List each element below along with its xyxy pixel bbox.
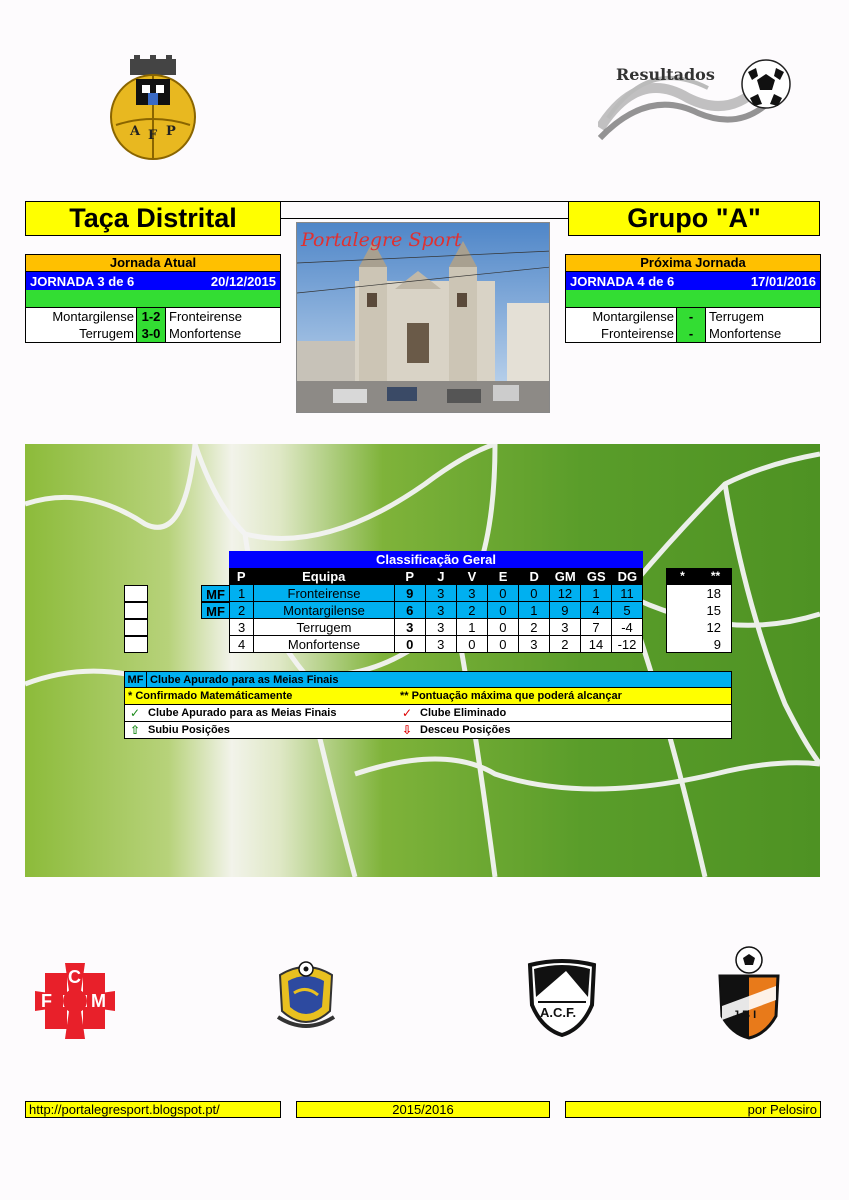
game-home: Montargilense (52, 309, 134, 324)
current-round-games (25, 307, 281, 343)
club-crest-logo (274, 955, 338, 1035)
col-points: P (405, 569, 415, 584)
game-score: - (676, 308, 706, 325)
current-round-bar (25, 272, 281, 290)
game-score: 3-0 (136, 325, 166, 342)
game-row (566, 325, 820, 342)
cell-goals-for: 12 (550, 585, 581, 601)
game-row (26, 308, 280, 325)
next-round-spacer (565, 290, 821, 307)
col-played: J (437, 569, 445, 584)
cell-played: 3 (426, 585, 457, 601)
title-divider-top (281, 201, 568, 202)
cell-goal-diff: 11 (612, 585, 643, 601)
cell-goals-against: 4 (581, 602, 612, 618)
max-points-header (666, 568, 732, 585)
group-title: Grupo "A" (568, 201, 820, 236)
check-green-icon: ✓ (129, 705, 141, 720)
col-wins: V (467, 569, 477, 584)
fcm-letter-f: F (41, 991, 52, 1011)
legend-mf-text: Clube Apurado para as Meias Finais (150, 674, 339, 686)
acf-letters: A.C.F. (540, 1005, 577, 1020)
cell-points: 9 (395, 585, 426, 601)
cell-team: Fronteirense (254, 585, 395, 601)
col-draws: E (498, 569, 508, 584)
game-away: Monfortense (709, 326, 782, 341)
cell-points: 6 (395, 602, 426, 618)
football-net-background (25, 444, 820, 877)
cathedral-photo (296, 222, 550, 413)
afp-letter-f: F (148, 128, 158, 143)
standings-title: Classificação Geral (229, 551, 643, 568)
cell-draws: 0 (488, 585, 519, 601)
game-home: Terrugem (79, 326, 134, 341)
cell-draws: 0 (488, 619, 519, 635)
current-round-label: JORNADA 3 de 6 (30, 273, 135, 289)
next-round-heading: Próxima Jornada (565, 254, 821, 272)
col-position: P (236, 569, 246, 584)
legend-max-points: ** Pontuação máxima que poderá alcançar (400, 689, 622, 702)
legend-eliminated (400, 705, 731, 721)
semifinal-tag: MF (201, 602, 229, 619)
fcm-club-logo (35, 963, 115, 1039)
current-round-spacer (25, 290, 281, 307)
max-points-cell: 15 (666, 602, 732, 619)
cell-wins: 0 (457, 636, 488, 652)
cell-wins: 2 (457, 602, 488, 618)
game-away: Fronteirense (169, 309, 242, 324)
legend-down-text: Desceu Posições (420, 723, 511, 736)
next-round-bar (565, 272, 821, 290)
cell-points: 0 (395, 636, 426, 652)
cell-losses: 1 (519, 602, 550, 618)
status-box (124, 602, 148, 619)
status-box (124, 636, 148, 653)
cell-position: 4 (230, 636, 254, 652)
legend-qualified (125, 705, 400, 721)
next-round-label: JORNADA 4 de 6 (570, 273, 675, 289)
semifinal-tag: MF (201, 585, 229, 602)
col-goals-against: GS (586, 569, 606, 584)
cell-goals-against: 1 (581, 585, 612, 601)
legend-down (400, 722, 731, 738)
legend-eliminated-text: Clube Eliminado (420, 706, 507, 719)
photo-caption: Portalegre Sport (301, 229, 462, 251)
cell-draws: 0 (488, 602, 519, 618)
legend-up (125, 722, 400, 738)
cathedral-illustration (297, 223, 550, 413)
legend-notes (124, 688, 732, 705)
cell-goal-diff: 5 (612, 602, 643, 618)
arrow-up-icon: ⇧ (129, 722, 141, 737)
legend-confirmed: * Confirmado Matemáticamente (128, 689, 293, 702)
cell-played: 3 (426, 636, 457, 652)
resultados-text: Resultados (616, 65, 715, 84)
afp-crest-logo (108, 55, 198, 165)
max-points-cell: 12 (666, 619, 732, 636)
arrow-down-icon: ⇩ (401, 722, 413, 737)
cell-goals-for: 9 (550, 602, 581, 618)
legend-qualified-text: Clube Apurado para as Meias Finais (148, 706, 337, 719)
fcm-letter-m: M (91, 991, 106, 1011)
table-row (229, 585, 643, 602)
standings-header (229, 568, 643, 585)
net-illustration (25, 444, 820, 877)
cell-losses: 0 (519, 585, 550, 601)
table-row (229, 636, 643, 653)
title-divider-bottom (281, 218, 568, 219)
game-away: Monfortense (169, 326, 242, 341)
cell-goals-against: 14 (581, 636, 612, 652)
table-row (229, 602, 643, 619)
col-confirmed: * (680, 569, 685, 583)
cell-position: 3 (230, 619, 254, 635)
cell-goal-diff: -4 (612, 619, 643, 635)
cell-goals-against: 7 (581, 619, 612, 635)
table-row (229, 619, 643, 636)
cell-position: 2 (230, 602, 254, 618)
cell-team: Montargilense (254, 602, 395, 618)
cell-goal-diff: -12 (612, 636, 643, 652)
cell-goals-for: 3 (550, 619, 581, 635)
afp-letter-p: P (166, 124, 176, 139)
legend-up-text: Subiu Posições (148, 723, 230, 736)
cell-points: 3 (395, 619, 426, 635)
game-away: Terrugem (709, 309, 764, 324)
afp-letter-a: A (130, 124, 141, 139)
game-home: Montargilense (592, 309, 674, 324)
next-round-games (565, 307, 821, 343)
legend-movement (124, 722, 732, 739)
status-box (124, 585, 148, 602)
cell-wins: 3 (457, 585, 488, 601)
game-score: - (676, 325, 706, 342)
cell-draws: 0 (488, 636, 519, 652)
cell-wins: 1 (457, 619, 488, 635)
col-goals-for: GM (554, 569, 576, 584)
competition-title: Taça Distrital (25, 201, 281, 236)
jb-club-logo (716, 946, 782, 1044)
col-goal-diff: DG (617, 569, 638, 584)
footer-author: por Pelosiro (565, 1101, 821, 1118)
cell-position: 1 (230, 585, 254, 601)
cell-team: Monfortense (254, 636, 395, 652)
col-losses: D (529, 569, 539, 584)
resultados-logo (598, 58, 798, 142)
status-box (124, 619, 148, 636)
cell-losses: 3 (519, 636, 550, 652)
jb-letters: J B I (733, 1009, 757, 1021)
check-red-icon: ✓ (401, 705, 413, 720)
game-home: Fronteirense (601, 326, 674, 341)
game-row (26, 325, 280, 342)
cell-played: 3 (426, 619, 457, 635)
current-round-heading: Jornada Atual (25, 254, 281, 272)
footer-url-link[interactable]: http://portalegresport.blogspot.pt/ (25, 1101, 281, 1118)
max-points-cell: 9 (666, 636, 732, 653)
cell-losses: 2 (519, 619, 550, 635)
game-score: 1-2 (136, 308, 166, 325)
acf-club-logo (526, 957, 598, 1037)
legend-semifinal (124, 671, 732, 688)
col-max-points: ** (710, 569, 721, 583)
next-round-date: 17/01/2016 (750, 273, 816, 289)
game-row (566, 308, 820, 325)
legend-mf-tag: MF (125, 672, 147, 687)
col-team: Equipa (302, 569, 346, 584)
cell-team: Terrugem (254, 619, 395, 635)
cell-played: 3 (426, 602, 457, 618)
footer-season: 2015/2016 (296, 1101, 550, 1118)
max-points-cell: 18 (666, 585, 732, 602)
cell-goals-for: 2 (550, 636, 581, 652)
fcm-letter-c: C (68, 967, 81, 987)
legend-status (124, 705, 732, 722)
current-round-date: 20/12/2015 (210, 273, 276, 289)
